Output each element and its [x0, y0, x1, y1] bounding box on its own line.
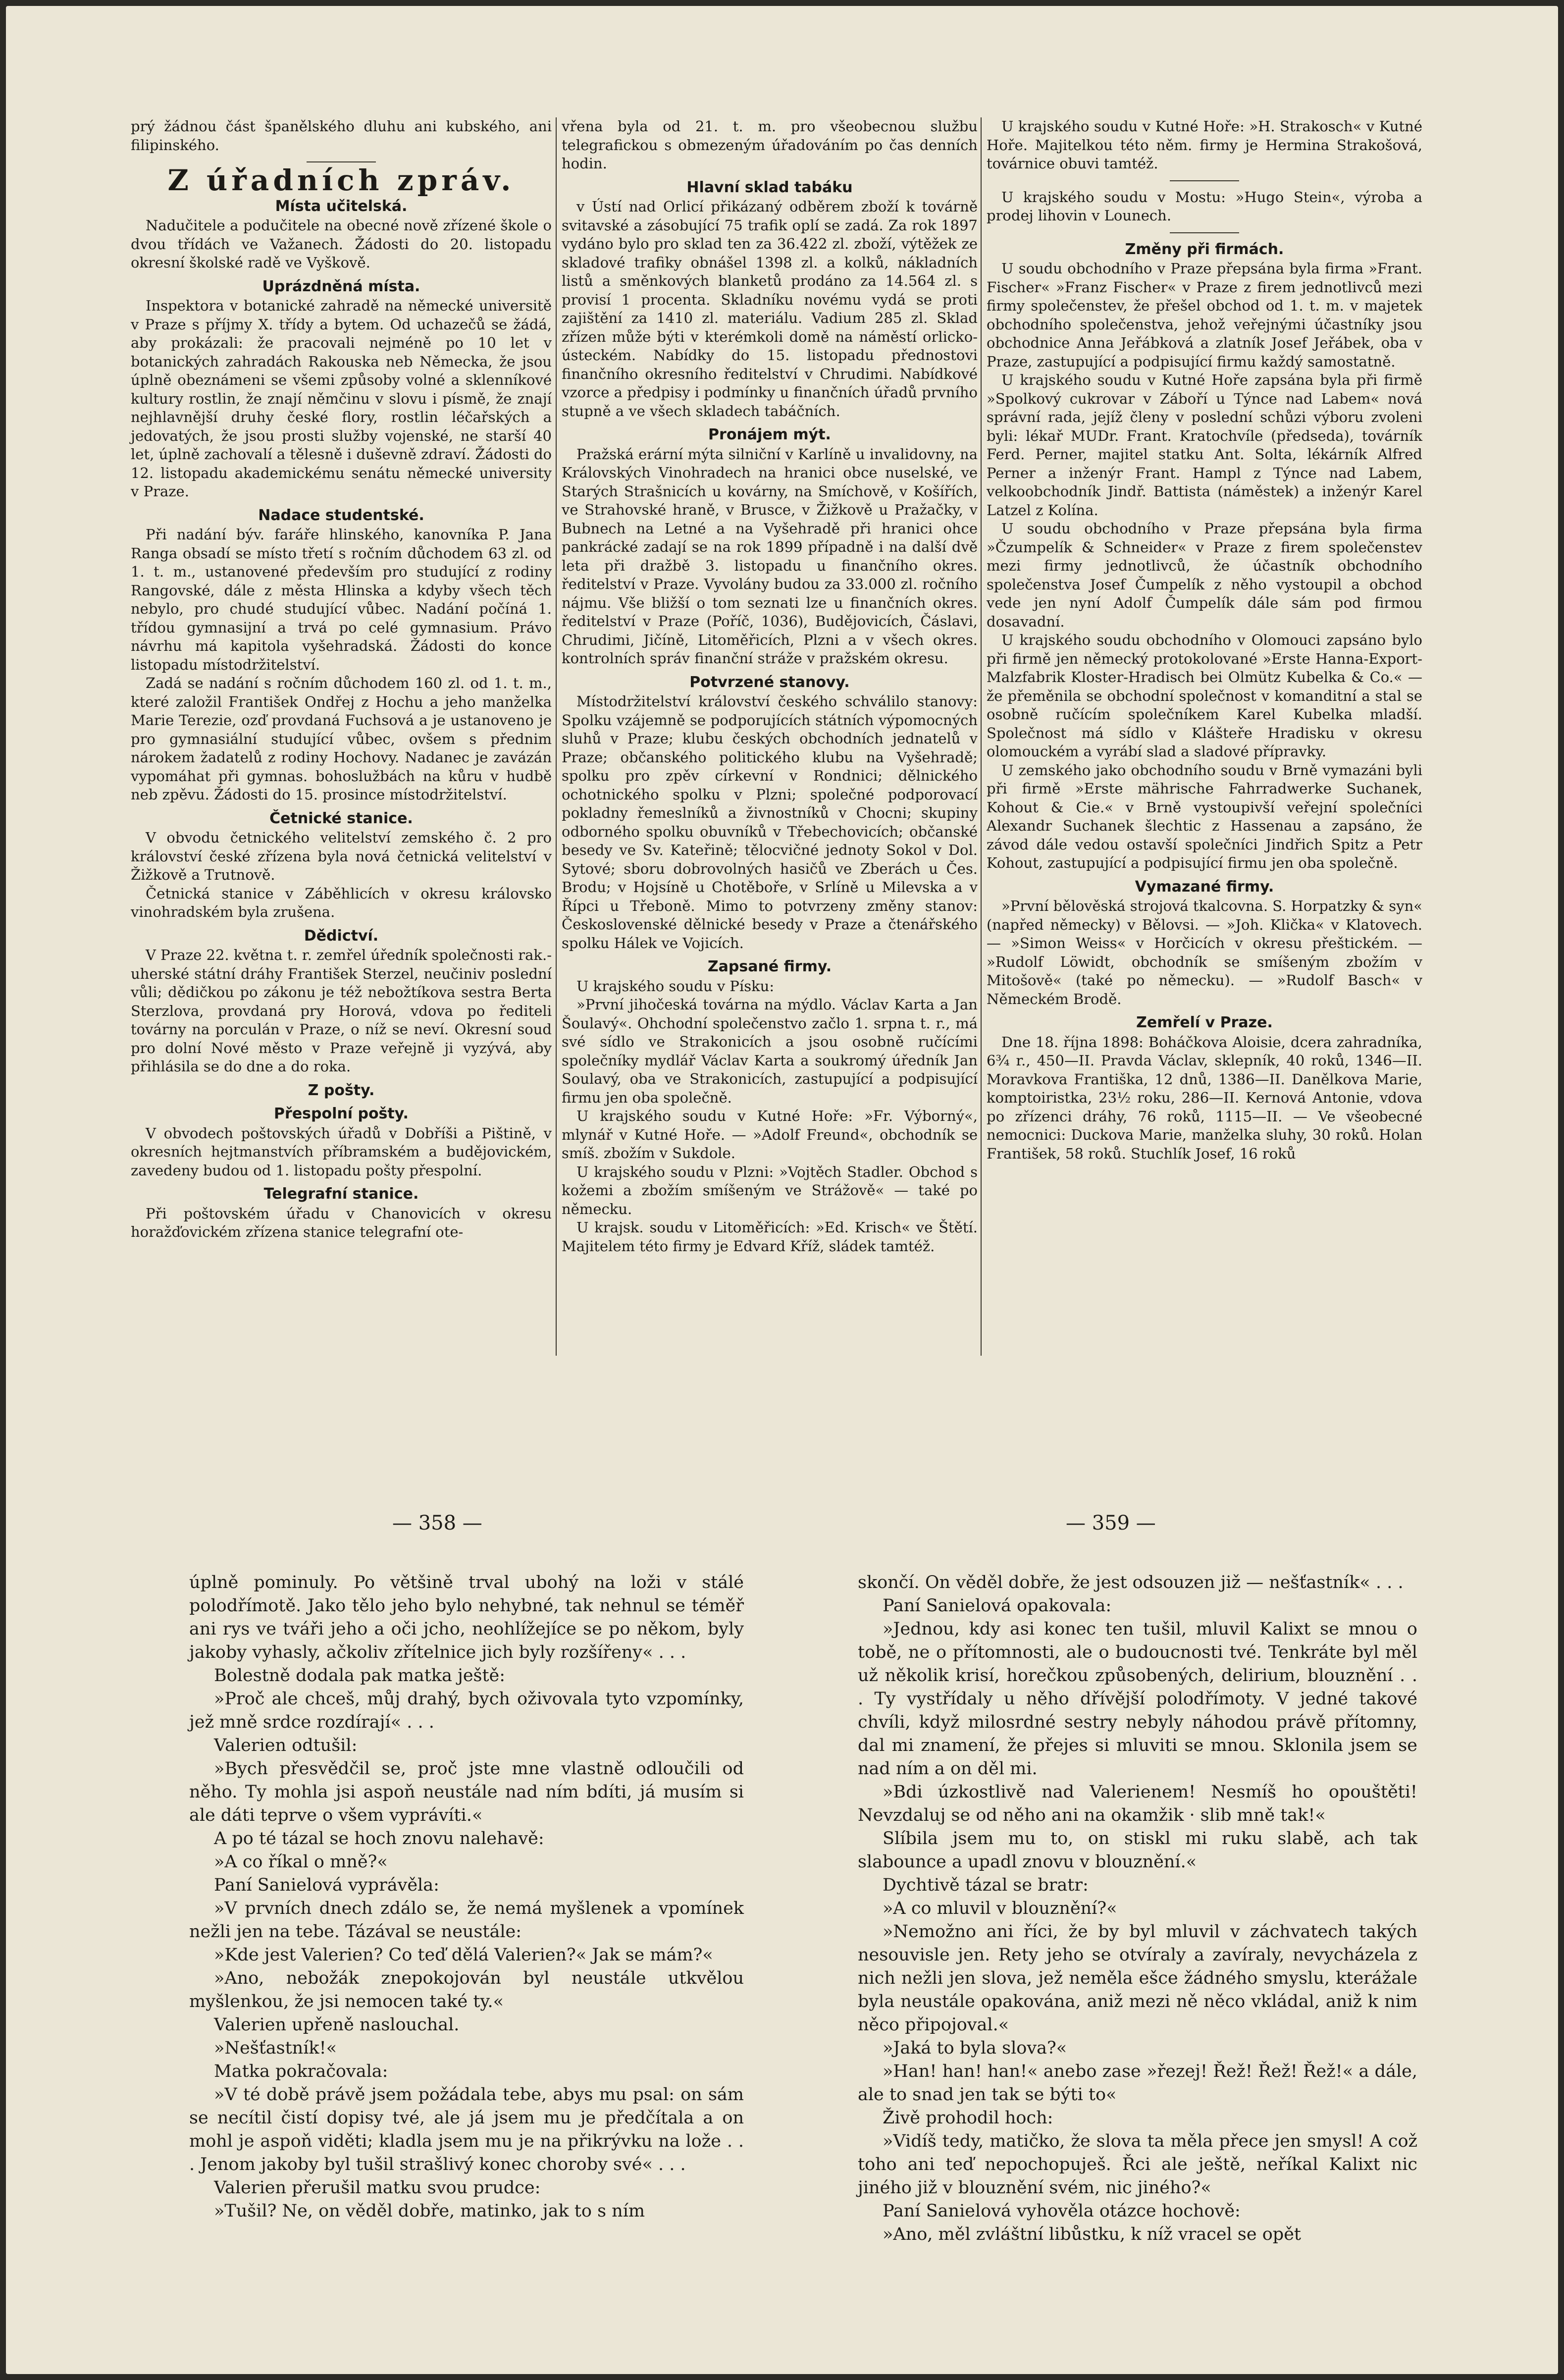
novel-paragraph: Paní Sanielová vyprávěla:: [214, 1875, 439, 1895]
novel-paragraph: »Bych přesvědčil se, proč jste mne vlastně odloučili od něho. Ty mohla jsi aspoň neustále nad ním bdíti, já musím si ale dáti teprve o všem vyprávíti.«: [189, 1759, 744, 1825]
novel-paragraph: »A co mluvil v blouznění?«: [883, 1899, 1117, 1918]
paragraph: U krajského soudu v Kutné Hoře zapsána byla při firmě »Spolkový cukrovar v Záboří u Týnce nad Labem« nová správní rada, jejíž členy v poslední schůzi výboru zvoleni byli: lékař MUDr. Frant. Kratochvíle (předseda), továrník Ferd. Perner, majitel statku Ant. Solta, lékárník Alfred Perner a inženýr Frant. Hampl z Týnce nad Labem, velkoobchodník Jindř. Battista (náměstek) a inženýr Karel Latzel z Kolína.: [987, 371, 1422, 519]
novel-paragraph: »Han! han! han!« anebo zase »řezej! Řež! Řež! Řež!« a dále, ale to snad jen tak se býti to«: [858, 2062, 1417, 2105]
paragraph: Zadá se nadání s ročním důchodem 160 zl. od 1. t. m., které založil František Ondřej z Hochu a jeho manželka Marie Terezie, ozď provdaná Fuchsová a je ustanoveno je pro gymnasiální studující vůbec, ovšem s přednim nárokem žadatelů z rodiny Hochovy. Nadanec je zavázán vypomáhat při gymnas. bohoslužbách na kůru v hudbě neb zpěvu. Žádosti do 15. prosince místodržitelství.: [131, 675, 552, 803]
paragraph: V obvodu četnického velitelství zemského č. 2 pro království české zřízena byla nová četnická velitelství v Žižkově a Trutnově.: [131, 829, 552, 883]
novel-paragraph: Valerien upřeně naslouchal.: [214, 2015, 460, 2035]
novel-paragraph: »Vidíš tedy, matičko, že slova ta měla přece jen smysl! A což toho ani teď nepochopuješ. Řci ale ještě, neříkal Kalixt nic jiného již v blouznění svém, nic jiného?«: [858, 2131, 1417, 2198]
novel-paragraph: Valerien přerušil matku svou prudce:: [214, 2178, 541, 2198]
paragraph: prý žádnou část španělského dluhu ani kubského, ani filipinského.: [131, 118, 552, 154]
paragraph: Při poštovském úřadu v Chanovicích v okresu horažďovickém zřízena stanice telegrafní ote-: [131, 1205, 552, 1240]
section-heading: Potvrzené stanovy.: [689, 673, 850, 691]
column-divider: [556, 117, 557, 1356]
novel-page-right: [858, 1571, 1417, 2246]
paragraph: »První jihočeská továrna na mýdlo. Václav Karta a Jan Šoulavý«. Ohchodní společenstvo začlo 1. srpna t. r., má své sídlo ve Strakonicích a jsou osobně ručícími společníky mydlář Václav Karta a soukromý úředník Jan Soulavý, oba ve Strakonicích, zastupující a podpisující firmu jen oba společně.: [562, 996, 978, 1106]
section-heading: Uprázdněná místa.: [262, 277, 420, 295]
section-heading: Nadace studentské.: [258, 506, 424, 524]
paragraph: Dne 18. října 1898: Boháčkova Aloisie, dcera zahradníka, 6¾ r., 450—II. Pravda Václav, sklepník, 40 roků, 1346—II. Moravkova Františka, 12 dnů, 1386—II. Danělkova Marie, komptoiristka, 23½ roku, 286—II. Kernová Antonie, vdova po zřízenci dráhy, 76 roků, 1115—II. — Ve všeobecné nemocnici: Duckova Marie, manželka sluhy, 30 roků. Holan František, 58 roků. Stuchlík Josef, 16 roků: [987, 1033, 1422, 1162]
section-heading: Hlavní sklad tabáku: [686, 178, 853, 196]
section-main-heading: Z úřadních zpráv.: [167, 163, 515, 197]
section-heading: Vymazané firmy.: [1135, 878, 1274, 896]
novel-paragraph: Bolestně dodala pak matka ještě:: [214, 1666, 506, 1686]
section-heading: Místa učitelská.: [275, 197, 408, 215]
novel-paragraph: »Nemožno ani říci, že by byl mluvil v záchvatech takých nesouvisle jen. Rety jeho se otvíraly a zavíraly, nevycházela z nich nežli jen slova, jež neměla ešce žádného smyslu, kterážale byla neustále opakována, aniž mezi ně něco vkládal, aniž k nim něco připojoval.«: [858, 1922, 1417, 2035]
paragraph: Při nadání býv. faráře hlinského, kanovníka P. Jana Ranga obsadí se místo třetí s ročním důchodem 63 zl. od 1. t. m., ustanovené především pro studující z rodiny Rangovské, dále z města Hlinska a kdyby všech těch nebylo, pro chudé studující vůbec. Nadání počíná 1. třídou gymnasijní a trvá po celé gymnasium. Právo návrhu má kapitola vyšehradská. Žádosti do konce listopadu místodržitelství.: [131, 526, 552, 673]
paragraph: V obvodech poštovských úřadů v Dobříši a Pištině, v okresních hejtmanstvích příbramském a budějovickém, zavedeny budou od 1. listopadu pošty přespolní.: [131, 1124, 552, 1179]
novel-paragraph: »Proč ale chceš, můj drahý, bych oživovala tyto vzpomínky, jež mně srdce rozdírají« . . .: [189, 1689, 744, 1732]
novel-paragraph: A po té tázal se hoch znovu nalehavě:: [214, 1829, 544, 1849]
rule: [307, 161, 376, 162]
novel-paragraph: skončí. On věděl dobře, že jest odsouzen již — nešťastník« . . .: [858, 1573, 1404, 1592]
paragraph: U krajského soudu v Mostu: »Hugo Stein«, výroba a prodej lihovin v Lounech.: [987, 188, 1422, 224]
paragraph: U zemského jako obchodního soudu v Brně vymazáni byli při firmě »Erste mährische Fahrradwerke Suchanek, Kohout & Cie.« v Brně vystoupivší veřejní společníci Alexandr Suchanek šlechtic z Hassenau a zapsáno, že závod dále vedou ostavší společníci Jindřich Spitz a Petr Kohout, zastupující a podpisující firmu jen oba společně.: [987, 761, 1422, 871]
section-heading: Z pošty.: [308, 1081, 375, 1099]
page-number-right: — 359 —: [1066, 1512, 1156, 1534]
paragraph: U soudu obchodního v Praze přepsána byla firma »Frant. Fischer« »Franz Fischer« v Praze z firem jednotlivců mezi firmy společenstev, že přešel obchod od 1. t. m. v majetek obchodního společenstva, jehož veřejnými účastníky jsou obchodnice Anna Jeřábková a zlatník Josef Jeřábek, oba v Praze, zastupující a podpisující firmu každý samostatně.: [987, 260, 1422, 370]
paragraph: Inspektora v botanické zahradě na německé universitě v Praze s příjmy X. třídy a bytem. Od uchazečů se žádá, aby prokázali: že pracovali nejméně po 10 let v botanických zahradách Rakouska neb Německa, že jsou úplně obeznámeni se všemi způsoby volné a sklenníkové kultury rostlin, že znají němčinu v slovu i písmě, že znají nejhlavnější druhy české flory, rostlin léčařských a jedovatých, že jsou prosti služby vojenské, ne starší 40 let, úplně zachovalí a tělesně i duševně zdraví. Žádosti do 12. listopadu akademickému senátu německé university v Praze.: [131, 297, 552, 500]
novel-paragraph: »V té době právě jsem požádala tebe, abys mu psal: on sám se necítil čistí dopisy tvé, ale já jsem mu je předčítala a on mohl je aspoň viděti; kladla jsem mu je na přikrývku na lože . . . Jenom jakoby byl tušil strašlivý konec choroby své« . . .: [189, 2085, 744, 2174]
section-heading: Dědictví.: [304, 927, 379, 945]
paragraph: U krajského soudu v Písku:: [576, 977, 775, 995]
novel-paragraph: »Kde jest Valerien? Co teď dělá Valerien?« Jak se mám?«: [214, 1945, 713, 1965]
section-heading: Změny při firmách.: [1125, 240, 1284, 258]
paragraph: v Ústí nad Orlicí přikázaný odběrem zboží k továrně svitavské a zásobující 75 trafik oplí se zadá. Za rok 1897 vydáno bylo pro sklad ten za 36.422 zl. zboží, výtěžek ze skladové trafiky obnášel 1398 zl. a kolků, nákladních listů a směnkových blanketů prodáno za 14.564 zl. s provisí 1 procenta. Skladníku novému vydá se proti zajištění za 1410 zl. materiálu. Vadium 285 zl. Sklad zřízen může býti v kterémkoli domě na náměstí orlicko-ústeckém. Nabídky do 15. listopadu přednostovi finančního okresního ředitelství v Chrudimi. Nabídkové vzorce a předpisy i podmínky u finančních úřadů prvního stupně a ve všech skladech tabáčních.: [562, 198, 978, 420]
paragraph: Nadučitele a podučitele na obecné nově zřízené škole o dvou třídách ve Važanech. Žádosti do 20. listopadu okresní školské radě ve Vyškově.: [131, 217, 552, 271]
section-heading: Zemřelí v Praze.: [1136, 1014, 1273, 1031]
section-heading: Četnické stanice.: [269, 809, 413, 827]
paragraph: U krajského soudu v Kutné Hoře: »H. Strakosch« v Kutné Hoře. Majitelkou této něm. firmy je Hermina Strakošová, továrnice obuvi tamtéž.: [987, 118, 1422, 172]
column-1: [131, 117, 552, 1242]
novel-page-left: [189, 1571, 744, 2223]
paragraph: U krajského soudu v Plzni: »Vojtěch Stadler. Obchod s kožemi a zbožím smíšeným ve Strážově« — také po německu.: [562, 1163, 978, 1217]
novel-paragraph: Slíbila jsem mu to, on stiskl mi ruku slabě, ach tak slabounce a upadl znovu v blouznění.«: [858, 1829, 1417, 1872]
paragraph: U krajského soudu v Kutné Hoře: »Fr. Výborný«, mlynář v Kutné Hoře. — »Adolf Freund«, obchodník se smíš. zbožím v Sukdole.: [562, 1108, 978, 1162]
newspaper-sheet: [6, 6, 1558, 2374]
novel-paragraph: »V prvních dnech zdálo se, že nemá myšlenek a vpomínek nežli jen na tebe. Tázával se neustále:: [189, 1899, 744, 1942]
rule: [1170, 232, 1239, 233]
novel-paragraph: »A co říkal o mně?«: [214, 1852, 388, 1872]
paragraph: Četnická stanice v Záběhlicích v okresu královsko vinohradském byla zrušena.: [131, 885, 552, 920]
section-heading: Zapsané firmy.: [707, 958, 832, 975]
section-heading: Přespolní pošty.: [274, 1105, 409, 1122]
column-divider: [981, 117, 982, 1356]
novel-paragraph: »Tušil? Ne, on věděl dobře, matinko, jak to s ním: [214, 2201, 645, 2221]
novel-paragraph: »Ano, nebožák znepokojován byl neustále utkvělou myšlenkou, že jsi nemocen také ty.«: [189, 1968, 744, 2011]
paragraph: Místodržitelství království českého schválilo stanovy: Spolku vzájemně se podporujících státních výpomocných sluhů v Praze; klubu českých obchodních jednatelů v Praze; občanského politického klubu na Vyšehradě; spolku pro zpěv církevní v Rondnici; dělnického ochotnického spolku v Plzni; společné podporovací pokladny řemeslníků a živnostníků v Chocni; skupiny odborného spolku obuvníků v Třebechovicích; občanské besedy ve Sv. Kateřině; tělocvičné jednoty Sokol v Dol. Sytové; sboru dobrovolných hasičů ve Zberách u Čes. Brodu; v Hojsíně u Chotěboře, v Srlíně u Milevska a v Řípci u Třeboně. Mimo to potvrzeny změny stanov: Československé dělnické besedy v Praze a čtenářského spolku Hálek ve Vojicích.: [562, 693, 978, 952]
novel-paragraph: »Ano, měl zvláštní libůstku, k níž vracel se opět: [883, 2224, 1301, 2244]
novel-paragraph: Paní Sanielová opakovala:: [883, 1596, 1112, 1616]
novel-paragraph: »Jaká to byla slova?«: [883, 2038, 1067, 2058]
rule: [1170, 180, 1239, 181]
paragraph: U krajsk. soudu v Litoměřicích: »Ed. Krisch« ve Štětí. Majitelem této firmy je Edvard Kříž, sládek tamtéž.: [562, 1219, 978, 1255]
novel-paragraph: »Jednou, kdy asi konec ten tušil, mluvil Kalixt se mnou o tobě, ne o přítomnosti, ale o budoucnosti tvé. Tenkráte byl měl už několik krisí, horečkou způsobených, delirium, blouznění . . . Ty vystřídaly u něho dřívější polodřímoty. V jedné takové chvíli, když milosrdné sestry nebyly náhodou právě přítomny, dal mi znamení, že přejes si mluviti se mnou. Sklonila jsem se nad ním a on děl mi.: [858, 1619, 1417, 1779]
paragraph: U soudu obchodního v Praze přepsána byla firma »Čzumpelík & Schneider« v Praze z firem společenstev mezi firmy jednotlivců, že účastník obchodního společenstva Josef Čumpelík z něho vystoupil a obchod vede jen nyní Adolf Čumpelík dále sám pod firmou dosavadní.: [987, 520, 1422, 630]
novel-paragraph: Dychtivě tázal se bratr:: [883, 1875, 1089, 1895]
novel-paragraph: Valerien odtušil:: [214, 1736, 358, 1755]
novel-paragraph: úplně pominuly. Po většině trval ubohý na loži v stálé polodřímotě. Jako tělo jeho bylo nehybné, tak nehnul se téměř ani rys ve tváři jeho a oči jcho, neohlížejíce se po někom, byly jakoby vyhasly, ačkoliv zřítelnice jich byly rozšířeny« . . .: [189, 1573, 744, 1662]
section-heading: Pronájem mýt.: [708, 426, 831, 443]
novel-paragraph: »Bdi úzkostlivě nad Valerienem! Nesmíš ho opouštěti! Nevzdaluj se od něho ani na okamžik · slib mně tak!«: [858, 1782, 1417, 1825]
column-3: [987, 117, 1422, 1163]
paragraph: V Praze 22. května t. r. zemřel úředník společnosti rak.-uherské státní dráhy František Sterzel, neučiniv poslední vůli; dědičkou po zákonu je též nebožtíkova sestra Berta Sterzlova, provdaná pry Horová, vdova po řediteli továrny na porculán v Praze, o níž se neví. Okresní soud pro dolní Nové město v Praze veřejně ji vyzývá, aby přihlásila se do dne a do roka.: [131, 947, 552, 1075]
column-2: [562, 117, 978, 1256]
page-number-left: — 358 —: [392, 1512, 482, 1534]
novel-paragraph: »Nešťastník!«: [214, 2038, 337, 2058]
paragraph: vřena byla od 21. t. m. pro všeobecnou službu telegrafickou s obmezeným úřadováním po čas denních hodin.: [562, 118, 978, 172]
novel-paragraph: Matka pokračovala:: [214, 2062, 388, 2081]
paragraph: »První bělověská strojová tkalcovna. S. Horpatzky & syn« (napřed německy) v Bělovsi. — »Joh. Klička« v Klatovech. — »Simon Weiss« v Horčicích v okresu přeštickém. — »Rudolf Löwidt, obchodník se smíšeným zbožím v Mitošově« (také po německu). — »Rudolf Basch« v Německém Brodě.: [987, 898, 1422, 1007]
paragraph: U krajského soudu obchodního v Olomouci zapsáno bylo při firmě jen německý protokolované »Erste Hanna-Export-Malzfabrik Kloster-Hradisch bei Olmütz Kubelka & Co.« — že přeměnila se obchodní společnost v komanditní a stal se osobně ručícím společníkem Karel Kubelka mladší. Společnost má sídlo v Klášteře Hradisku v okresu olomouckém a vyrábí slad a sladové přípravky.: [987, 632, 1422, 760]
novel-paragraph: Paní Sanielová vyhověla otázce hochově:: [883, 2201, 1241, 2221]
novel-paragraph: Živě prohodil hoch:: [883, 2108, 1053, 2128]
section-heading: Telegrafní stanice.: [263, 1185, 419, 1203]
paragraph: Pražská erární mýta silniční v Karlíně u invalidovny, na Královských Vinohradech na hranici obce nuselské, ve Starých Strašnicích u kovárny, na Smíchově, v Košířích, ve Strahovské hraně, v Brusce, v Žižkově u Pražačky, v Bubnech na Letné a na Vyšehradě při hranici ohce pankrácké zadají se na rok 1899 případně i na další dvě leta při dražbě 3. listopadu u finančního okres. ředitelství v Praze. Vyvolány budou za 33.000 zl. ročního nájmu. Vše bližší o tom seznati lze u finančních okres. ředitelství v Praze (Poříč, 1036), Budějovicích, Čáslavi, Chrudimi, Jičíně, Litoměřicích, Plzni a v všech okres. kontrolních správ finanční stráže v pražském okresu.: [562, 445, 978, 667]
